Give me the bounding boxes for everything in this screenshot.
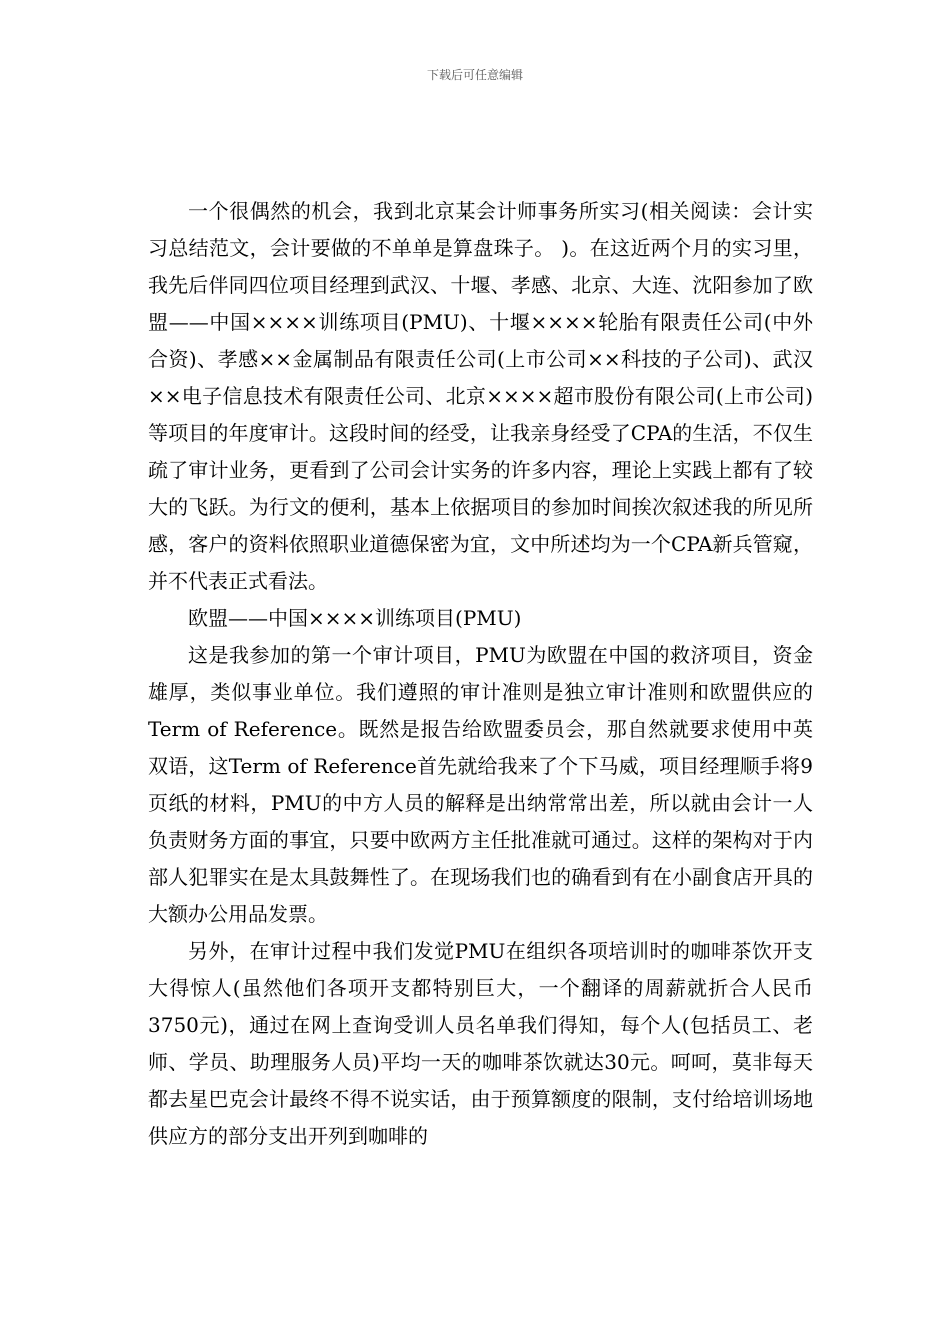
paragraph-pmu-overview: 这是我参加的第一个审计项目，PMU为欧盟在中国的救济项目，资金雄厚，类似事业单位。我们遵照的审计准则是独立审计准则和欧盟供应的Term of Reference。既然是报告给欧盟委员会，那自然就要求使用中英双语，这Term of Reference首先就给我来了个下马威，项目经理顺手将9页纸的材料，PMU的中方人员的解释是出纳常常出差，所以就由会计一人负责财务方面的事宜，只要中欧两方主任批准就可通过。这样的架构对于内部人犯罪实在是太具鼓舞性了。在现场我们也的确看到有在小副食店开具的大额办公用品发票。 xyxy=(148,643,813,926)
document-body xyxy=(148,193,813,1155)
section-heading-pmu: 欧盟——中国××××训练项目(PMU) xyxy=(188,606,522,630)
paragraph-intro: 一个很偶然的机会，我到北京某会计师事务所实习(相关阅读：会计实习总结范文，会计要做的不单单是算盘珠子。 )。在这近两个月的实习里，我先后伴同四位项目经理到武汉、十堰、孝感、北京、大连、沈阳参加了欧盟——中国××××训练项目(PMU)、十堰××××轮胎有限责任公司(中外合资)、孝感××金属制品有限责任公司(上市公司××科技的子公司)、武汉××电子信息技术有限责任公司、北京××××超市股份有限公司(上市公司)等项目的年度审计。这段时间的经受，让我亲身经受了CPA的生活，不仅生疏了审计业务，更看到了公司会计实务的许多内容，理论上实践上都有了较大的飞跃。为行文的便利，基本上依据项目的参加时间挨次叙述我的所见所感，客户的资料依照职业道德保密为宜，文中所述均为一个CPA新兵管窥，并不代表正式看法。 xyxy=(148,199,813,593)
page-header: 下载后可任意编辑 xyxy=(426,68,523,82)
paragraph-coffee-expense: 另外，在审计过程中我们发觉PMU在组织各项培训时的咖啡茶饮开支大得惊人(虽然他们各项开支都特别巨大，一个翻译的周薪就折合人民币3750元)，通过在网上查询受训人员名单我们得知，每个人(包括员工、老师、学员、助理服务人员)平均一天的咖啡茶饮就达30元。呵呵，莫非每天都去星巴克会计最终不得不说实话，由于预算额度的限制，支付给培训场地供应方的部分支出开列到咖啡的 xyxy=(148,939,813,1148)
